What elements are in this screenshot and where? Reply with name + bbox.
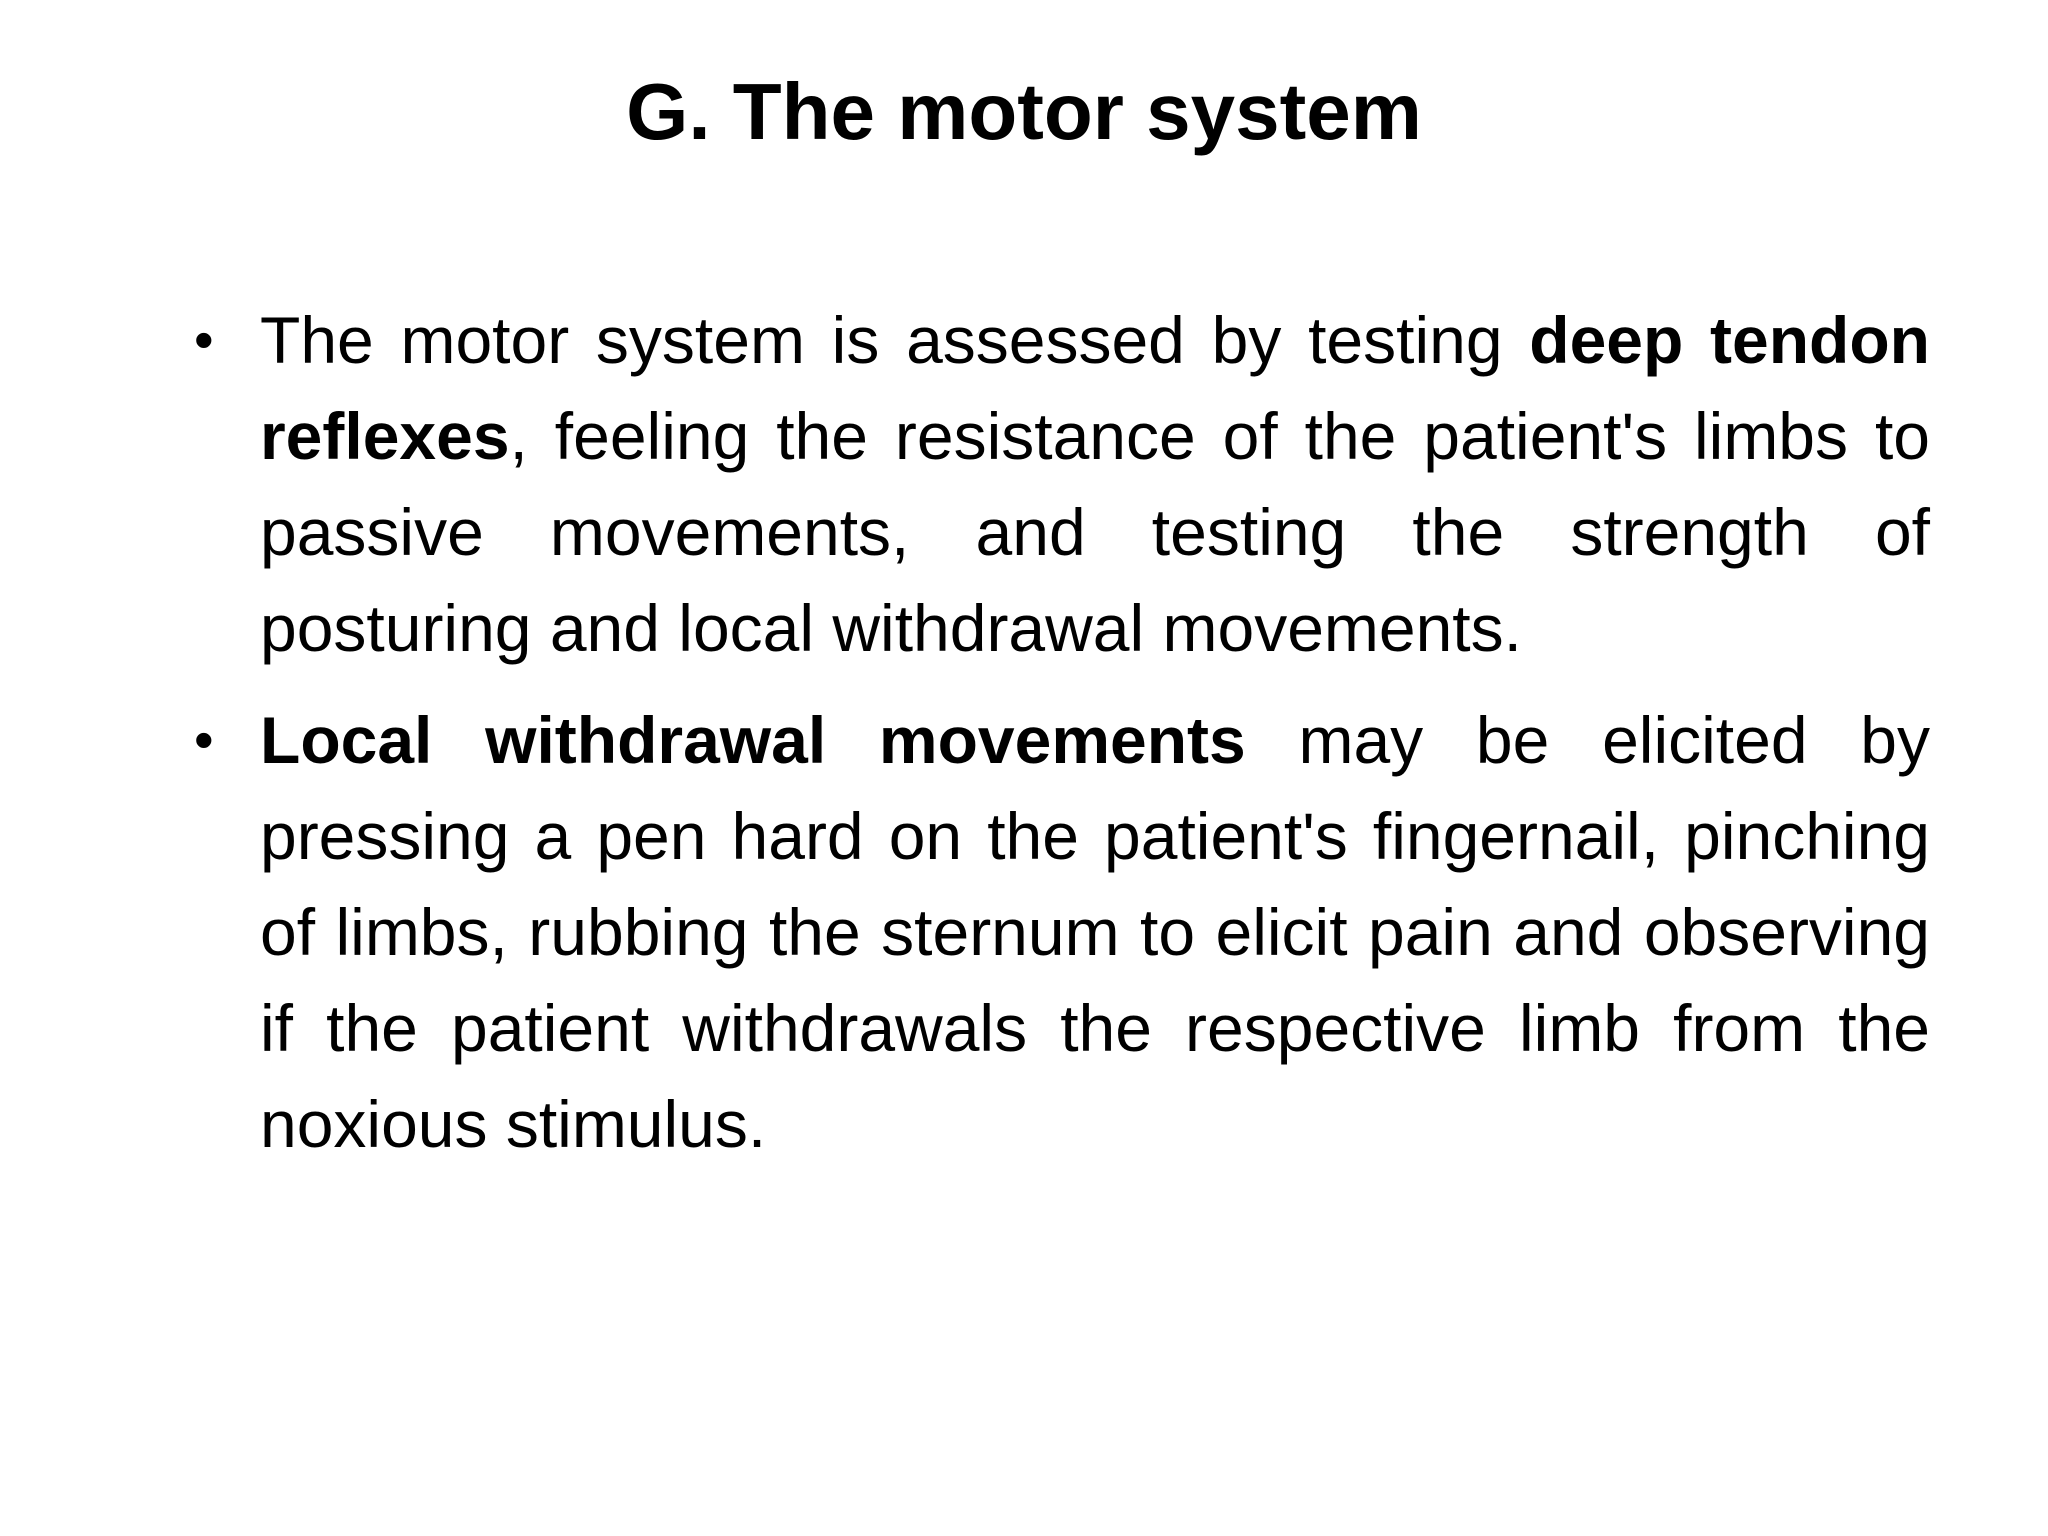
slide-title: G. The motor system	[626, 67, 1422, 156]
bullet-item-local-withdrawal	[190, 692, 1930, 1172]
bullet-text-part: The motor system is assessed by testing	[260, 303, 1530, 377]
bullet-list	[190, 292, 1930, 1172]
bullet-item-motor-assessment	[190, 292, 1930, 676]
bullet-text-part: may be elicited by pressing a pen hard on the patient's fingernail, pinching of limbs, rubbing the sternum to elicit pain and observing if the patient withdrawals the respective limb from the noxious stimulus.	[260, 703, 1930, 1161]
bullet-text-part: , feeling the resistance of the patient's limbs to passive movements, and testing the strength of posturing and local withdrawal movements.	[260, 399, 1930, 665]
bullet-dot-icon: •	[194, 708, 214, 771]
bullet-text-bold: Local withdrawal movements	[260, 703, 1246, 777]
bullet-text-bold: deep tendon reflexes	[260, 303, 1930, 473]
bullet-dot-icon: •	[194, 308, 214, 371]
